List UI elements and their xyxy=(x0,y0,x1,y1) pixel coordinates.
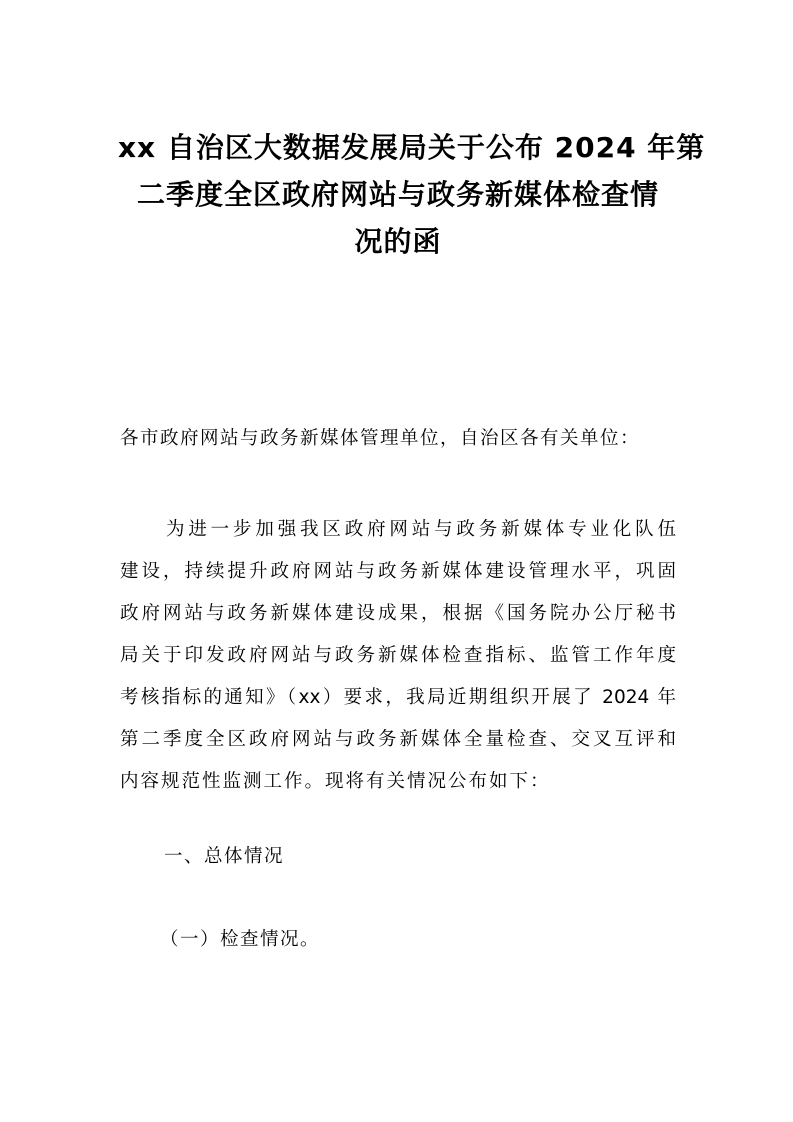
paragraph-line-4: 局关于印发政府网站与政务新媒体检查指标、监管工作年度 xyxy=(120,645,676,666)
title-line-1: xx 自治区大数据发展局关于公布 2024 年第 xyxy=(118,131,706,164)
paragraph-line-5: 考核指标的通知》（xx）要求，我局近期组织开展了 2024 年 xyxy=(120,687,676,708)
title-line-3: 况的函 xyxy=(354,225,442,258)
paragraph-line-1: 为进一步加强我区政府网站与政务新媒体专业化队伍 xyxy=(166,519,676,540)
paragraph-line-2: 建设，持续提升政府网站与政务新媒体建设管理水平，巩固 xyxy=(120,561,676,582)
paragraph-line-3: 政府网站与政务新媒体建设成果，根据《国务院办公厅秘书 xyxy=(120,603,676,624)
paragraph-line-7: 内容规范性监测工作。现将有关情况公布如下： xyxy=(120,771,551,792)
document-title xyxy=(118,124,706,265)
paragraph-line-6: 第二季度全区政府网站与政务新媒体全量检查、交叉互评和 xyxy=(120,729,676,750)
salutation: 各市政府网站与政务新媒体管理单位，自治区各有关单位： xyxy=(120,428,641,449)
body-paragraph xyxy=(120,509,676,803)
subsection-heading: （一）检查情况。 xyxy=(160,929,321,950)
section-heading: 一、总体情况 xyxy=(164,846,285,867)
title-line-2: 二季度全区政府网站与政务新媒体检查情 xyxy=(136,178,659,211)
